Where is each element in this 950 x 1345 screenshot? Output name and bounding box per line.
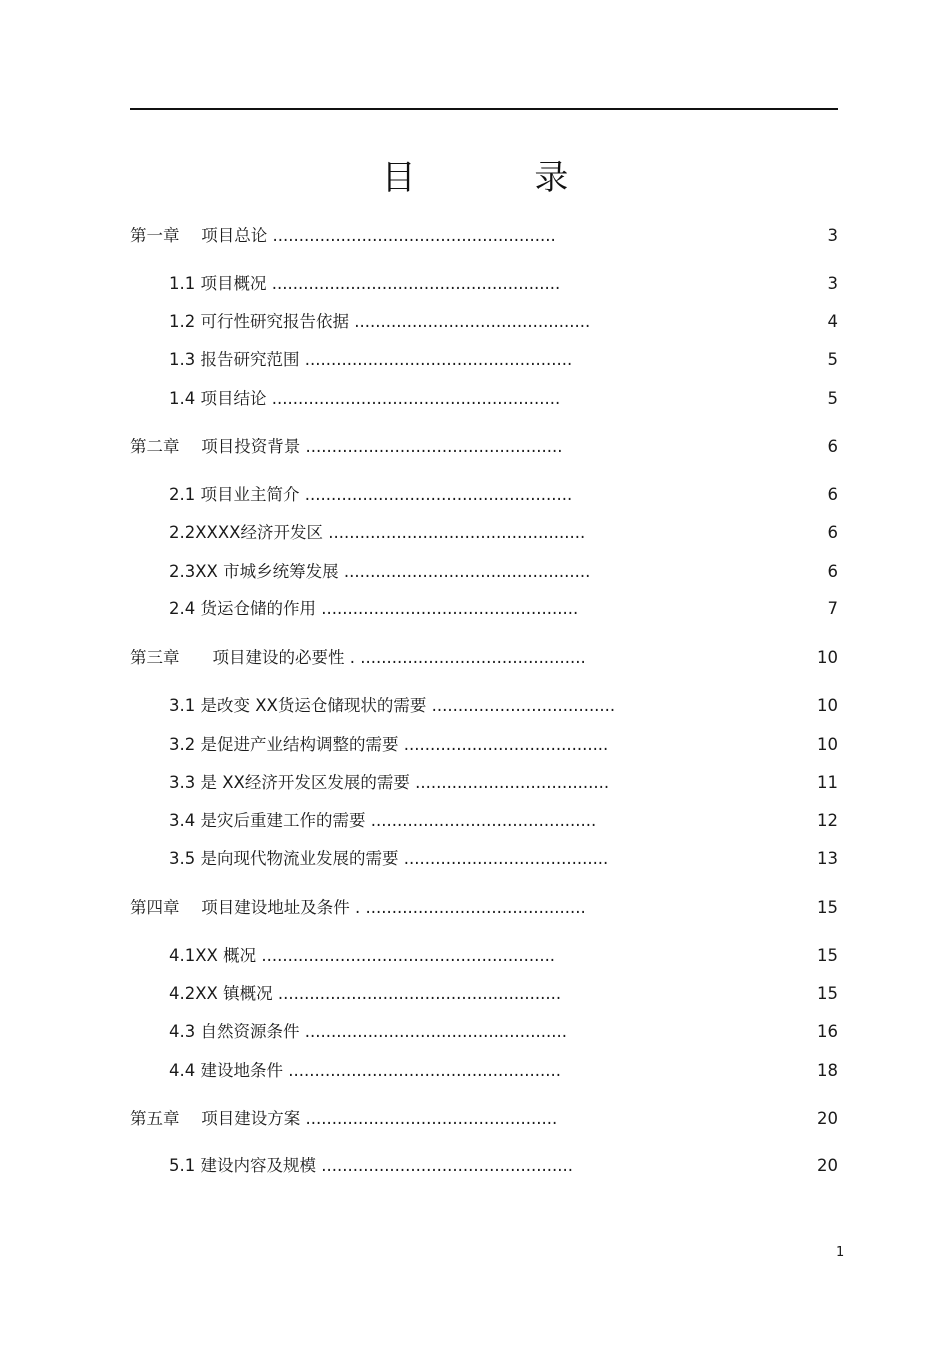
toc-page-number: 3 [827, 226, 838, 245]
toc-entry-2-1[interactable] [169, 484, 572, 506]
toc-page-number: 6 [827, 437, 838, 456]
toc-leader: ................................... [431, 696, 616, 715]
toc-entry-5-1[interactable] [169, 1155, 573, 1177]
toc-entry-label: 3.5 是向现代物流业发展的需要 [169, 849, 399, 868]
toc-leader: .................................................... [288, 1061, 561, 1080]
toc-entry-3-3[interactable] [169, 772, 609, 794]
header-rule [130, 108, 838, 110]
toc-leader: .................................................. [304, 1022, 567, 1041]
toc-entry-label: 1.2 可行性研究报告依据 [169, 312, 349, 331]
toc-page-number: 6 [827, 523, 838, 542]
toc-leader: ................................................. [328, 523, 586, 542]
toc-entry-chapter-2[interactable] [130, 436, 563, 458]
toc-entry-label: 3.4 是灾后重建工作的需要 [169, 811, 366, 830]
toc-entry-1-1[interactable] [169, 273, 560, 295]
toc-entry-label: 2.3XX 市城乡统筹发展 [169, 562, 339, 581]
toc-page-number: 18 [817, 1061, 838, 1080]
toc-leader: ....................................................... [271, 389, 561, 408]
toc-leader: ............................................... [343, 562, 591, 581]
toc-page-number: 11 [817, 773, 838, 792]
toc-entry-1-3[interactable] [169, 349, 572, 371]
toc-leader: ..................................... [415, 773, 610, 792]
toc-entry-chapter-1[interactable] [130, 225, 556, 247]
toc-page-number: 7 [827, 599, 838, 618]
toc-leader: ................................................ [305, 1109, 558, 1128]
toc-leader: ................................................ [321, 1156, 574, 1175]
toc-leader: ................................................. [321, 599, 579, 618]
toc-page-number: 3 [827, 274, 838, 293]
toc-entry-label: 2.4 货运仓储的作用 [169, 599, 316, 618]
toc-entry-label: 第四章 项目建设地址及条件 [130, 898, 350, 917]
toc-page-number: 5 [827, 389, 838, 408]
toc-entry-label: 第一章 项目总论 [130, 226, 268, 245]
toc-page-number: 5 [827, 350, 838, 369]
toc-entry-label: 1.4 项目结论 [169, 389, 267, 408]
toc-page-number: 15 [817, 984, 838, 1003]
toc-page-number: 6 [827, 562, 838, 581]
toc-entry-3-4[interactable] [169, 810, 596, 832]
toc-entry-3-5[interactable] [169, 848, 608, 870]
toc-entry-1-4[interactable] [169, 388, 560, 410]
toc-leader: ................................................. [305, 437, 563, 456]
toc-entry-chapter-3[interactable] [130, 647, 586, 669]
toc-title: 目 录 [381, 158, 623, 198]
toc-entry-label: 3.1 是改变 XX货运仓储现状的需要 [169, 696, 427, 715]
toc-entry-2-2[interactable] [169, 522, 585, 544]
toc-leader: ................................................... [304, 350, 573, 369]
toc-leader: ...................................................... [277, 984, 562, 1003]
toc-entry-2-3[interactable] [169, 561, 590, 583]
toc-leader: ............................................. [354, 312, 591, 331]
toc-leader: ........................................... [370, 811, 597, 830]
toc-entry-label: 3.2 是促进产业结构调整的需要 [169, 735, 399, 754]
toc-page-number: 16 [817, 1022, 838, 1041]
toc-page-number: 10 [817, 696, 838, 715]
toc-page-number: 15 [817, 946, 838, 965]
toc-entry-label: 1.1 项目概况 [169, 274, 267, 293]
toc-page-number: 10 [817, 735, 838, 754]
toc-entry-4-1[interactable] [169, 945, 555, 967]
toc-leader: ....................................... [403, 849, 609, 868]
toc-leader: ........................................................ [261, 946, 556, 965]
toc-leader: ...................................................... [272, 226, 556, 245]
toc-entry-label: 4.1XX 概况 [169, 946, 257, 965]
toc-entry-1-2[interactable] [169, 311, 590, 333]
toc-entry-2-4[interactable] [169, 598, 578, 620]
toc-entry-3-1[interactable] [169, 695, 615, 717]
toc-entry-4-4[interactable] [169, 1060, 561, 1082]
toc-page-number: 20 [817, 1156, 838, 1175]
toc-entry-label: 第五章 项目建设方案 [130, 1109, 301, 1128]
toc-page-number: 15 [817, 898, 838, 917]
toc-leader: ....................................... [403, 735, 609, 754]
toc-page-number: 10 [817, 648, 838, 667]
toc-page-number: 12 [817, 811, 838, 830]
toc-page-number: 20 [817, 1109, 838, 1128]
toc-entry-4-3[interactable] [169, 1021, 567, 1043]
toc-entry-label: 4.3 自然资源条件 [169, 1022, 300, 1041]
toc-entry-label: 1.3 报告研究范围 [169, 350, 300, 369]
toc-leader: . .......................................... [355, 898, 586, 917]
toc-page-number: 6 [827, 485, 838, 504]
toc-entry-label: 第三章 项目建设的必要性 [130, 648, 345, 667]
toc-page-number: 13 [817, 849, 838, 868]
toc-page-number: 4 [827, 312, 838, 331]
toc-entry-3-2[interactable] [169, 734, 608, 756]
footer-page-number: 1 [836, 1245, 845, 1260]
toc-entry-4-2[interactable] [169, 983, 561, 1005]
toc-entry-label: 4.4 建设地条件 [169, 1061, 283, 1080]
toc-entry-label: 2.2XXXX经济开发区 [169, 523, 323, 542]
toc-entry-label: 第二章 项目投资背景 [130, 437, 301, 456]
toc-leader: . ........................................... [349, 648, 586, 667]
toc-entry-label: 3.3 是 XX经济开发区发展的需要 [169, 773, 410, 792]
toc-entry-chapter-4[interactable] [130, 897, 586, 919]
toc-entry-chapter-5[interactable] [130, 1108, 557, 1130]
toc-leader: ................................................... [304, 485, 573, 504]
toc-entry-label: 4.2XX 镇概况 [169, 984, 273, 1003]
toc-entry-label: 2.1 项目业主简介 [169, 485, 300, 504]
toc-entry-label: 5.1 建设内容及规模 [169, 1156, 316, 1175]
toc-leader: ....................................................... [271, 274, 561, 293]
